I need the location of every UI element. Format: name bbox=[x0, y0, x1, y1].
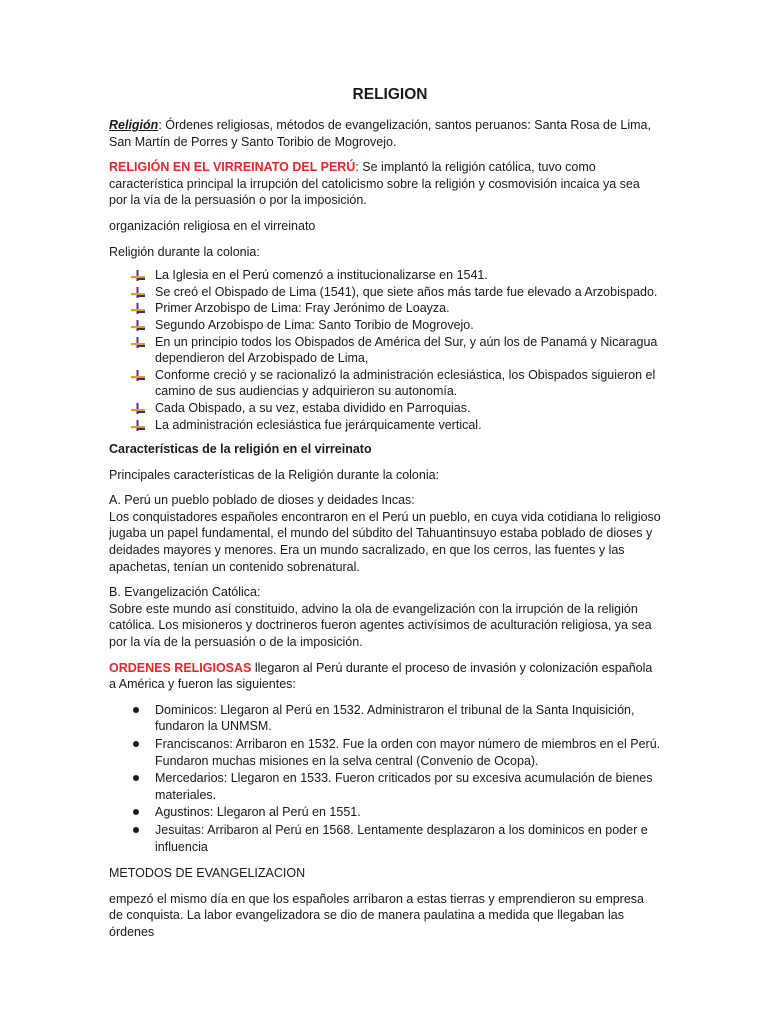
list-item: Agustinos: Llegaron al Perú en 1551. bbox=[109, 804, 661, 821]
list-item: Jesuitas: Arribaron al Perú en 1568. Lentamente desplazaron a los dominicos en poder e influencia bbox=[109, 822, 661, 855]
virreinato-paragraph bbox=[109, 159, 661, 209]
section-a-text: Los conquistadores españoles encontraron en el Perú un pueblo, en cuya vida cotidiana lo religioso jugaba un papel fundamental, el mundo del súbdito del Tahuantinsuyo estaba poblado de dioses y deidades mayores y menores. Era un mundo sacralizado, en que los cerros, las fuentes y las apachetas, tenían un contenido sobrenatural. bbox=[109, 509, 661, 574]
list-item: Segundo Arzobispo de Lima: Santo Toribio de Mogrovejo. bbox=[109, 317, 661, 334]
pushpin-bullet-icon bbox=[131, 420, 145, 431]
list-item: Se creó el Obispado de Lima (1541), que siete años más tarde fue elevado a Arzobispado. bbox=[109, 284, 661, 301]
list-item: La Iglesia en el Perú comenzó a institucionalizarse en 1541. bbox=[109, 267, 661, 284]
ordenes-heading: ORDENES RELIGIOSAS bbox=[109, 660, 252, 675]
colonia-label: Religión durante la colonia: bbox=[109, 244, 260, 259]
pushpin-bullet-icon bbox=[131, 370, 145, 381]
ordenes-text: llegaron al Perú durante el proceso de invasión y colonización española a América y fueron las siguientes: bbox=[109, 660, 653, 692]
intro-paragraph bbox=[109, 117, 661, 150]
document-content bbox=[109, 85, 661, 950]
bullet-dot-icon bbox=[133, 775, 139, 781]
list-item: Franciscanos: Arribaron en 1532. Fue la orden con mayor número de miembros en el Perú. Fundaron muchas misiones en la selva central (Convenio de Ocopa). bbox=[109, 736, 661, 769]
page-title: RELIGION bbox=[352, 86, 428, 103]
pushpin-bullet-icon bbox=[131, 337, 145, 348]
caracteristicas-intro: Principales características de la Religión durante la colonia: bbox=[109, 467, 440, 482]
intro-text: : Órdenes religiosas, métodos de evangelización, santos peruanos: Santa Rosa de Lima, San Martín de Porres y Santo Toribio de Mogrovejo. bbox=[109, 118, 651, 149]
pushpin-bullet-icon bbox=[131, 303, 145, 314]
ordenes-paragraph bbox=[109, 660, 661, 693]
list-item: Cada Obispado, a su vez, estaba dividido en Parroquias. bbox=[109, 400, 661, 417]
intro-term: Religión bbox=[109, 118, 159, 132]
bullet-dot-icon bbox=[133, 827, 139, 833]
caracteristicas-heading: Características de la religión en el virreinato bbox=[109, 442, 372, 457]
pushpin-bullet-icon bbox=[131, 403, 145, 414]
list-item: Conforme creció y se racionalizó la administración eclesiástica, los Obispados siguieron el camino de sus audiencias y adquirieron su autonomía. bbox=[109, 367, 661, 400]
bullet-dot-icon bbox=[133, 809, 139, 815]
bullet-dot-icon bbox=[133, 741, 139, 747]
virreinato-heading: RELIGIÓN EN EL VIRREINATO DEL PERÚ bbox=[109, 160, 356, 175]
section-a-title: A. Perú un pueblo poblado de dioses y deidades Incas: bbox=[109, 493, 415, 508]
colonia-list bbox=[109, 267, 661, 433]
list-item: La administración eclesiástica fue jerárquicamente vertical. bbox=[109, 417, 661, 434]
ordenes-list bbox=[109, 702, 661, 855]
list-item: Mercedarios: Llegaron en 1533. Fueron criticados por su excesiva acumulación de bienes materiales. bbox=[109, 770, 661, 803]
section-a bbox=[109, 492, 661, 575]
metodos-heading: METODOS DE EVANGELIZACION bbox=[109, 866, 306, 881]
bullet-dot-icon bbox=[133, 707, 139, 713]
section-b-title: B. Evangelización Católica: bbox=[109, 585, 261, 600]
metodos-text: empezó el mismo día en que los españoles arribaron a estas tierras y emprendieron su empresa de conquista. La labor evangelizadora se dio de manera paulatina a medida que llegaban las órdenes bbox=[109, 891, 644, 939]
organizacion-text: organización religiosa en el virreinato bbox=[109, 218, 316, 233]
pushpin-bullet-icon bbox=[131, 270, 145, 281]
list-item: Dominicos: Llegaron al Perú en 1532. Administraron el tribunal de la Santa Inquisición, fundaron la UNMSM. bbox=[109, 702, 661, 735]
virreinato-text: : Se implantó la religión católica, tuvo como característica principal la irrupción del catolicismo sobre la religión y cosmovisión incaica ya sea por la vía de la persuasión o por la imposición. bbox=[109, 160, 640, 208]
pushpin-bullet-icon bbox=[131, 287, 145, 298]
list-item: Primer Arzobispo de Lima: Fray Jerónimo de Loayza. bbox=[109, 300, 661, 317]
section-b-text: Sobre este mundo así constituido, advino la ola de evangelización con la irrupción de la religión católica. Los misioneros y doctrineros fueron agentes activísimos de aculturación religiosa, ya sea por la vía de la persuasión o de la imposición. bbox=[109, 601, 652, 650]
list-item: En un principio todos los Obispados de América del Sur, y aún los de Panamá y Nicaragua dependieron del Arzobispado de Lima, bbox=[109, 334, 661, 367]
section-b bbox=[109, 584, 661, 650]
pushpin-bullet-icon bbox=[131, 320, 145, 331]
